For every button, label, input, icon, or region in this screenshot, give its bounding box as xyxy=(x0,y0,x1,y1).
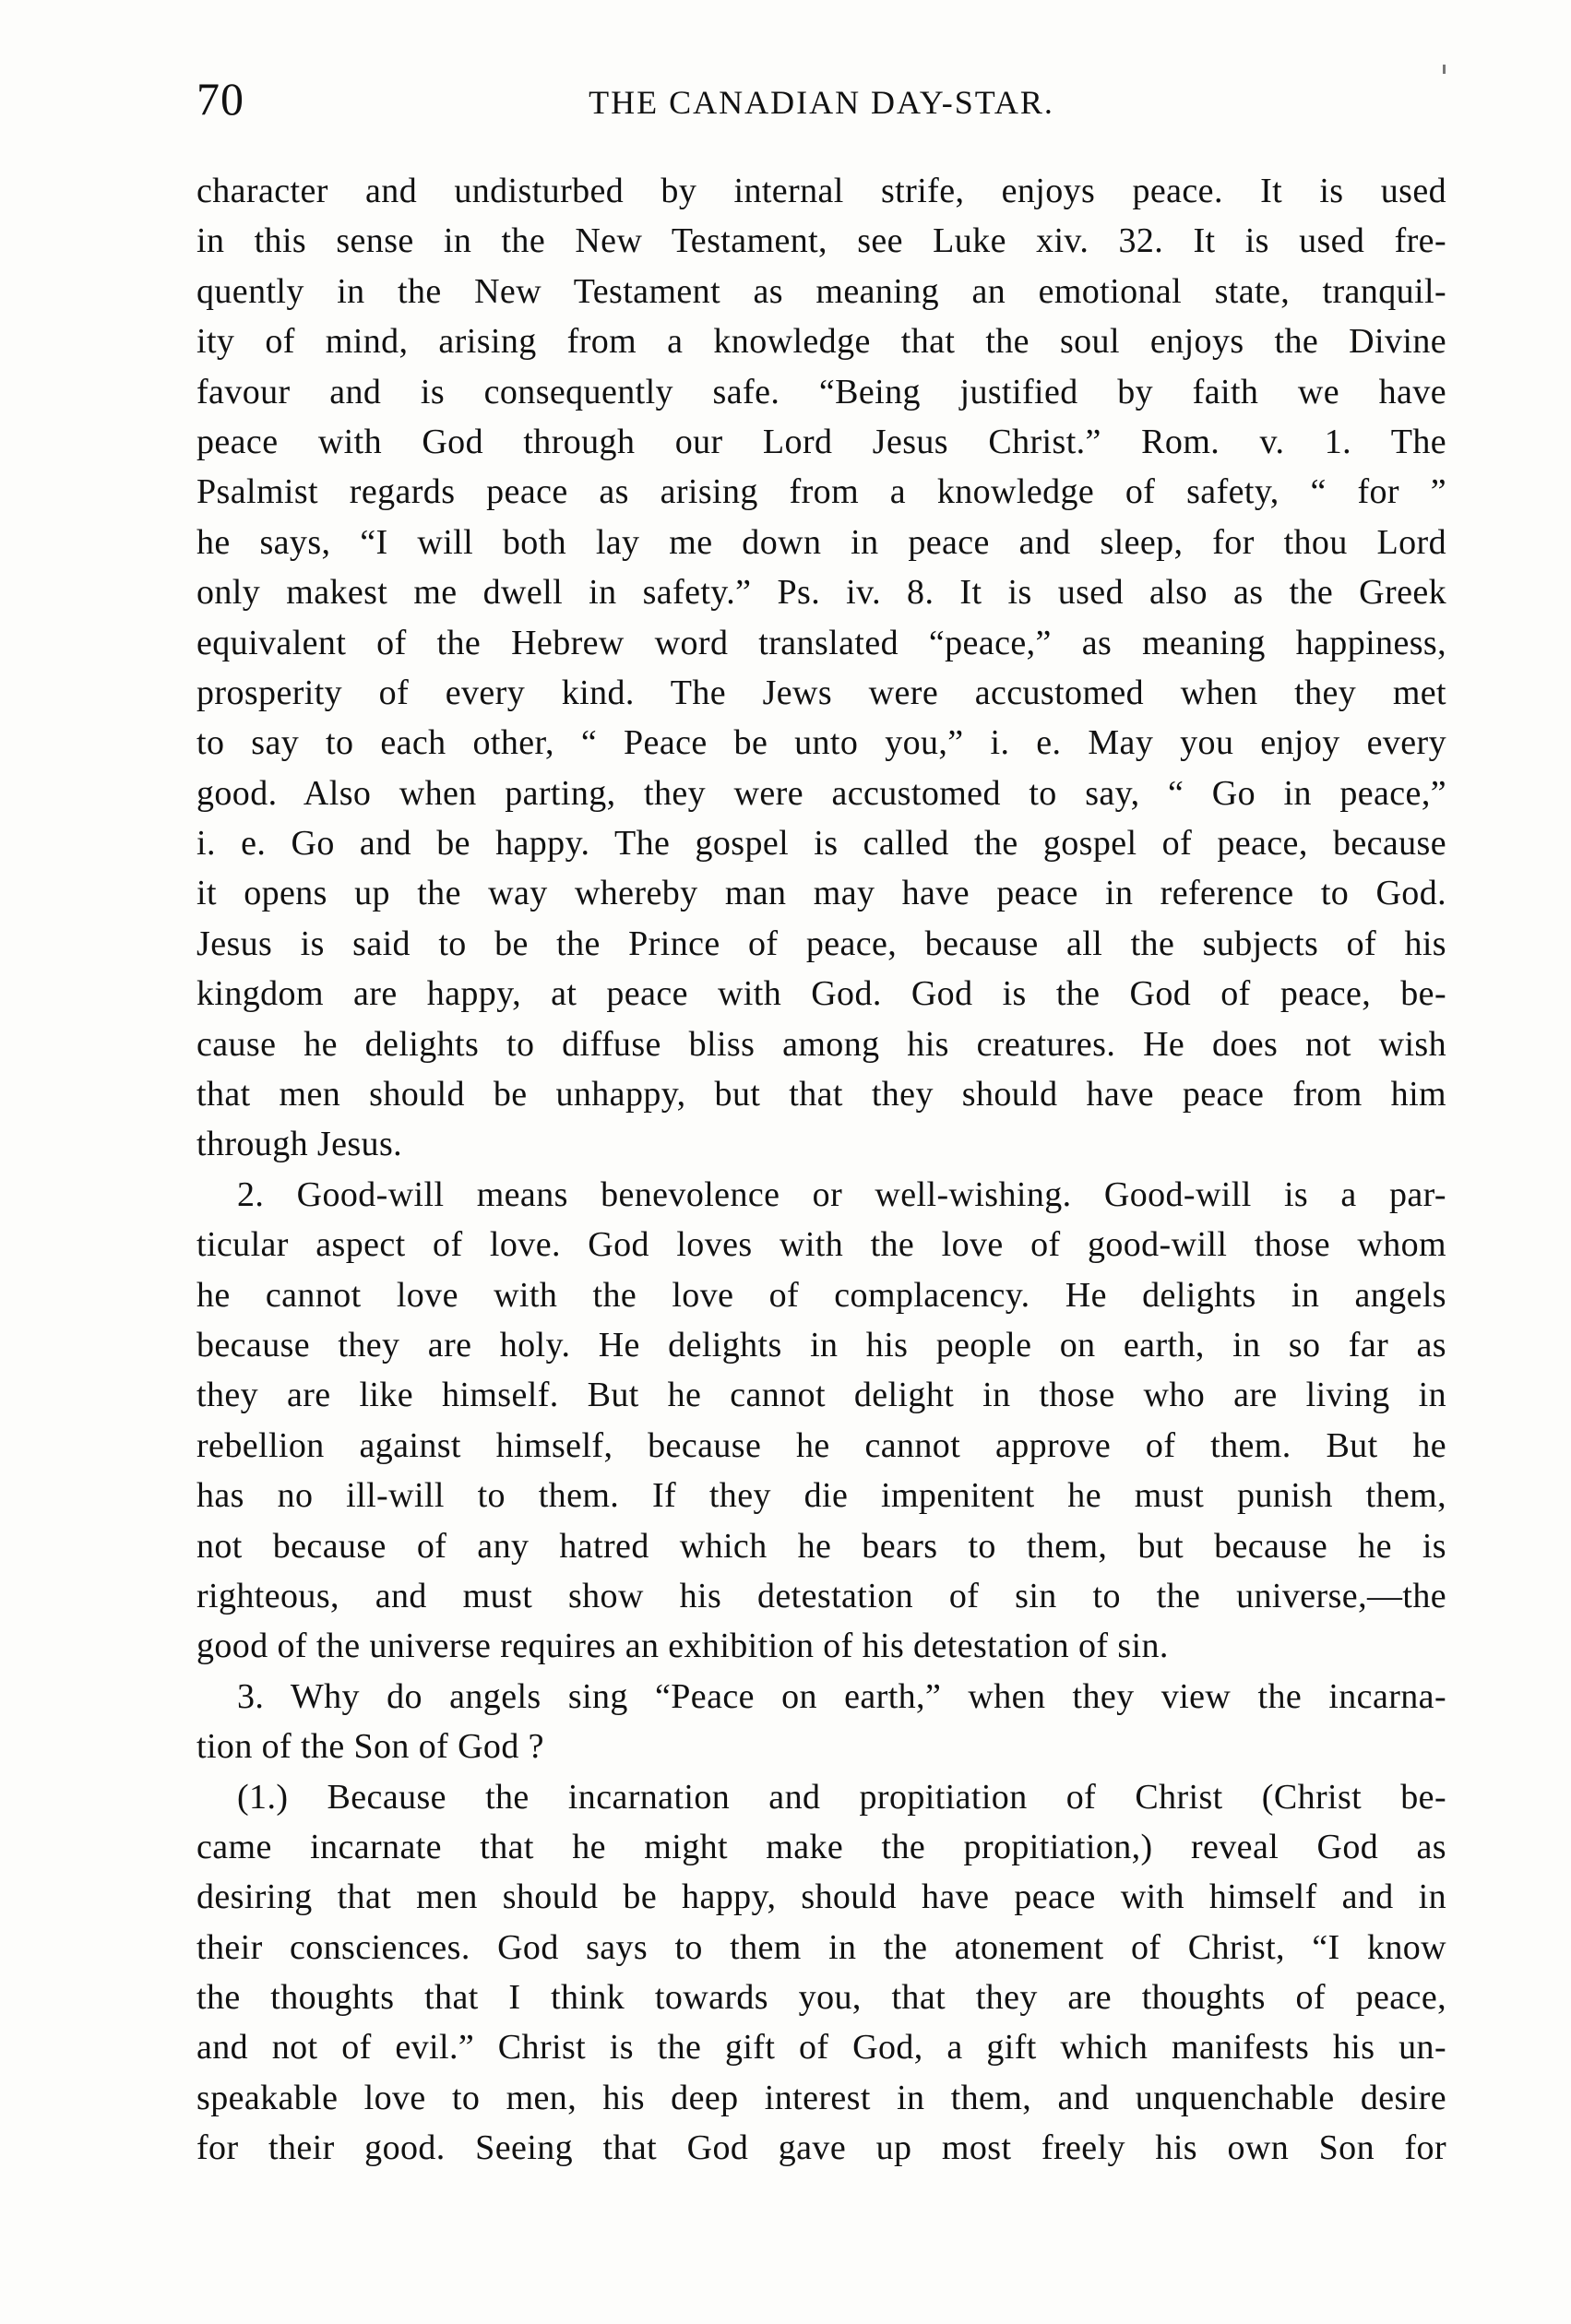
text-line: i. e. Go and be happy. The gospel is called the gospel of peace, because xyxy=(196,824,1446,864)
text-line: came incarnate that he might make the propitiation,) reveal God as xyxy=(196,1827,1446,1866)
text-line: he cannot love with the love of complacency. He delights in angels xyxy=(196,1275,1446,1315)
text-line: Jesus is said to be the Prince of peace, because all the subjects of his xyxy=(196,924,1446,963)
text-line: equivalent of the Hebrew word translated “peace,” as meaning happiness, xyxy=(196,623,1446,662)
text-line: ity of mind, arising from a knowledge that the soul enjoys the Divine xyxy=(196,322,1446,362)
body-text xyxy=(196,166,1446,2174)
text-line: he says, “I will both lay me down in peace and sleep, for thou Lord xyxy=(196,522,1446,562)
text-line: cause he delights to diffuse bliss among his creatures. He does not wish xyxy=(196,1024,1446,1064)
text-line: their consciences. God says to them in the atonement of Christ, “I know xyxy=(196,1927,1446,1967)
text-line: righteous, and must show his detestation of sin to the universe,—the xyxy=(196,1576,1446,1615)
text-line: character and undisturbed by internal strife, enjoys peace. It is used xyxy=(196,172,1446,210)
text-line: (1.) Because the incarnation and propitiation of Christ (Christ be- xyxy=(237,1777,1446,1817)
text-line: ticular aspect of love. God loves with the love of good-will those whom xyxy=(196,1225,1446,1265)
text-line: the thoughts that I think towards you, that they are thoughts of peace, xyxy=(196,1978,1446,2018)
page-number: 70 xyxy=(196,73,244,125)
text-line: 3. Why do angels sing “Peace on earth,” when they view the incarna- xyxy=(237,1676,1446,1716)
text-line: peace with God through our Lord Jesus Christ.” Rom. v. 1. The xyxy=(196,422,1446,461)
text-line: quently in the New Testament as meaning an emotional state, tranquil- xyxy=(196,271,1446,311)
text-line: to say to each other, “ Peace be unto you,” i. e. May you enjoy every xyxy=(196,723,1446,763)
text-line: only makest me dwell in safety.” Ps. iv. 8. It is used also as the Greek xyxy=(196,573,1446,613)
text-line: has no ill-will to them. If they die impenitent he must punish them, xyxy=(196,1476,1446,1516)
text-line: favour and is consequently safe. “Being justified by faith we have xyxy=(196,372,1446,411)
text-line: kingdom are happy, at peace with God. God is the God of peace, be- xyxy=(196,974,1446,1014)
page-header xyxy=(196,66,1446,131)
text-line: because they are holy. He delights in his people on earth, in so far as xyxy=(196,1325,1446,1365)
text-line: through Jesus. xyxy=(196,1125,403,1164)
text-line: tion of the Son of God ? xyxy=(196,1727,544,1767)
text-line: good of the universe requires an exhibition of his detestation of sin. xyxy=(196,1627,1169,1666)
text-line: Psalmist regards peace as arising from a knowledge of safety, “ for ” xyxy=(196,472,1446,512)
text-line: not because of any hatred which he bears to them, but because he is xyxy=(196,1526,1446,1566)
text-line: desiring that men should be happy, should have peace with himself and in xyxy=(196,1877,1446,1917)
text-line: good. Also when parting, they were accustomed to say, “ Go in peace,” xyxy=(196,773,1446,813)
text-line: in this sense in the New Testament, see Luke xiv. 32. It is used fre- xyxy=(196,221,1446,261)
text-line: 2. Good-will means benevolence or well-wishing. Good-will is a par- xyxy=(237,1174,1446,1214)
running-title: THE CANADIAN DAY-STAR. xyxy=(589,84,1054,121)
text-line: they are like himself. But he cannot delight in those who are living in xyxy=(196,1376,1446,1415)
text-line: for their good. Seeing that God gave up most freely his own Son for xyxy=(196,2128,1446,2168)
text-line: prosperity of every kind. The Jews were accustomed when they met xyxy=(196,673,1446,712)
text-line: it opens up the way whereby man may have peace in reference to God. xyxy=(196,874,1446,913)
text-line: that men should be unhappy, but that they should have peace from him xyxy=(196,1075,1446,1114)
text-line: speakable love to men, his deep interest in them, and unquenchable desire xyxy=(196,2078,1446,2117)
text-line: and not of evil.” Christ is the gift of God, a gift which manifests his un- xyxy=(196,2028,1446,2068)
text-line: rebellion against himself, because he cannot approve of them. But he xyxy=(196,1425,1446,1465)
